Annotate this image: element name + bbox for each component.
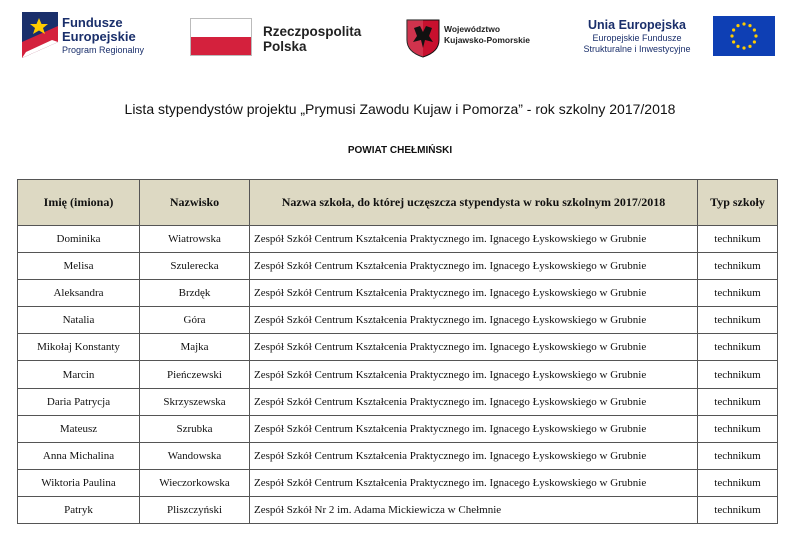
wojewodztwo-text: Województwo: [444, 24, 501, 34]
rzeczpospolita-polska-logo: [190, 10, 380, 60]
school-type-cell: technikum: [698, 415, 778, 442]
school-cell: Zespół Szkół Centrum Kształcenia Praktycznego im. Ignacego Łyskowskiego w Grubnie: [250, 253, 698, 280]
column-header-school-type: Typ szkoły: [698, 180, 778, 226]
last-name-cell: Wieczorkowska: [140, 469, 250, 496]
school-type-cell: technikum: [698, 496, 778, 523]
eu-star-icon: [736, 24, 739, 27]
kujawsko-pomorskie-crest-icon: [405, 18, 441, 58]
eu-flag-icon: [713, 16, 775, 56]
last-name-cell: Brzdęk: [140, 280, 250, 307]
last-name-cell: Szulerecka: [140, 253, 250, 280]
first-name-cell: Marcin: [18, 361, 140, 388]
first-name-cell: Daria Patrycja: [18, 388, 140, 415]
eu-star-icon: [736, 45, 739, 48]
school-type-cell: technikum: [698, 442, 778, 469]
first-name-cell: Wiktoria Paulina: [18, 469, 140, 496]
school-cell: Zespół Szkół Centrum Kształcenia Praktycznego im. Ignacego Łyskowskiego w Grubnie: [250, 334, 698, 361]
school-cell: Zespół Szkół Centrum Kształcenia Praktycznego im. Ignacego Łyskowskiego w Grubnie: [250, 361, 698, 388]
school-type-cell: technikum: [698, 469, 778, 496]
school-type-cell: technikum: [698, 307, 778, 334]
school-type-cell: technikum: [698, 253, 778, 280]
column-header-last-name: Nazwisko: [140, 180, 250, 226]
last-name-cell: Góra: [140, 307, 250, 334]
europejskie-text: Europejskie: [62, 29, 136, 44]
polska-text: Polska: [263, 39, 307, 54]
last-name-cell: Wandowska: [140, 442, 250, 469]
eu-star-icon: [754, 34, 757, 37]
school-type-cell: technikum: [698, 388, 778, 415]
polish-flag-icon: [190, 18, 252, 56]
eu-star-icon: [748, 45, 751, 48]
fundusze-europejskie-logo: [22, 10, 182, 60]
last-name-cell: Majka: [140, 334, 250, 361]
eu-star-icon: [732, 40, 735, 43]
last-name-cell: Szrubka: [140, 415, 250, 442]
fundusze-europejskie-icon: [22, 12, 58, 58]
strukturalne-text: Strukturalne i Inwestycyjne: [583, 44, 691, 54]
first-name-cell: Aleksandra: [18, 280, 140, 307]
school-cell: Zespół Szkół Centrum Kształcenia Praktycznego im. Ignacego Łyskowskiego w Grubnie: [250, 226, 698, 253]
table-row: [18, 253, 778, 280]
last-name-cell: Wiatrowska: [140, 226, 250, 253]
school-cell: Zespół Szkół Centrum Kształcenia Praktycznego im. Ignacego Łyskowskiego w Grubnie: [250, 307, 698, 334]
first-name-cell: Anna Michalina: [18, 442, 140, 469]
school-cell: Zespół Szkół Centrum Kształcenia Praktycznego im. Ignacego Łyskowskiego w Grubnie: [250, 469, 698, 496]
eu-star-icon: [753, 40, 756, 43]
school-type-cell: technikum: [698, 361, 778, 388]
table-row: [18, 334, 778, 361]
eu-star-icon: [732, 28, 735, 31]
first-name-cell: Dominika: [18, 226, 140, 253]
unia-europejska-text: Unia Europejska: [588, 18, 686, 32]
wojewodztwo-logo: [405, 10, 575, 60]
school-cell: Zespół Szkół Centrum Kształcenia Praktycznego im. Ignacego Łyskowskiego w Grubnie: [250, 280, 698, 307]
first-name-cell: Mateusz: [18, 415, 140, 442]
column-header-school: Nazwa szkoła, do której uczęszcza stypendysta w roku szkolnym 2017/2018: [250, 180, 698, 226]
county-heading: POWIAT CHEŁMIŃSKI: [347, 145, 453, 156]
table-row: [18, 361, 778, 388]
eu-star-icon: [748, 24, 751, 27]
eu-star-icon: [742, 22, 745, 25]
unia-europejska-logo: [575, 10, 785, 60]
table-row: [18, 280, 778, 307]
logo-header: [0, 0, 800, 72]
school-type-cell: technikum: [698, 226, 778, 253]
table-header-row: [18, 180, 778, 226]
first-name-cell: Melisa: [18, 253, 140, 280]
table-row: [18, 469, 778, 496]
eu-star-icon: [730, 34, 733, 37]
school-cell: Zespół Szkół Centrum Kształcenia Praktycznego im. Ignacego Łyskowskiego w Grubnie: [250, 442, 698, 469]
kujawsko-pomorskie-text: Kujawsko-Pomorskie: [444, 35, 530, 45]
last-name-cell: Skrzyszewska: [140, 388, 250, 415]
eu-star-icon: [753, 28, 756, 31]
last-name-cell: Pieńczewski: [140, 361, 250, 388]
table-row: [18, 415, 778, 442]
column-header-first-name: Imię (imiona): [18, 180, 140, 226]
table-row: [18, 496, 778, 523]
school-type-cell: technikum: [698, 334, 778, 361]
school-cell: Zespół Szkół Centrum Kształcenia Praktycznego im. Ignacego Łyskowskiego w Grubnie: [250, 388, 698, 415]
rzeczpospolita-text: Rzeczpospolita: [263, 24, 362, 39]
table-row: [18, 442, 778, 469]
document-title: Lista stypendystów projektu „Prymusi Zawodu Kujaw i Pomorza” - rok szkolny 2017/2018: [124, 101, 676, 117]
first-name-cell: Mikołaj Konstanty: [18, 334, 140, 361]
first-name-cell: Patryk: [18, 496, 140, 523]
last-name-cell: Pliszczyński: [140, 496, 250, 523]
school-cell: Zespół Szkół Centrum Kształcenia Praktycznego im. Ignacego Łyskowskiego w Grubnie: [250, 415, 698, 442]
scholarship-table: [17, 179, 778, 524]
program-regionalny-text: Program Regionalny: [62, 45, 145, 55]
fundusze-text: Fundusze: [62, 15, 123, 30]
school-cell: Zespół Szkół Nr 2 im. Adama Mickiewicza w Chełmnie: [250, 496, 698, 523]
eu-star-icon: [742, 46, 745, 49]
school-type-cell: technikum: [698, 280, 778, 307]
table-row: [18, 226, 778, 253]
table-row: [18, 307, 778, 334]
first-name-cell: Natalia: [18, 307, 140, 334]
europejskie-fundusze-text: Europejskie Fundusze: [592, 33, 682, 43]
table-row: [18, 388, 778, 415]
